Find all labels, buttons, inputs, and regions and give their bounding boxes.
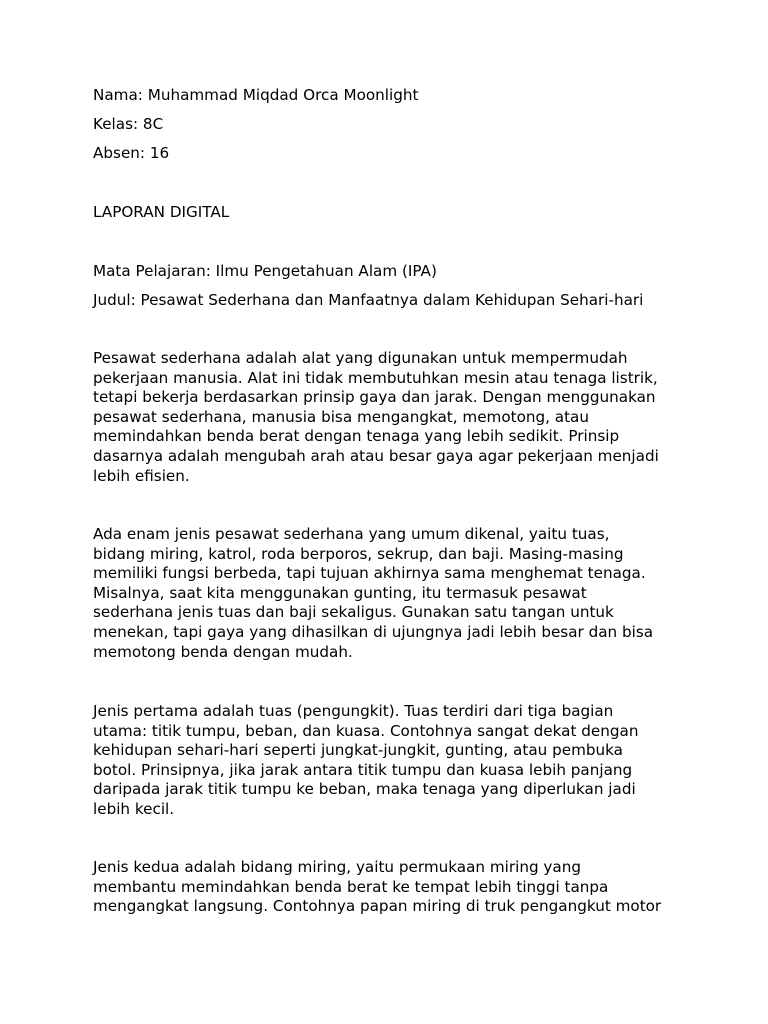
paragraph-line: kehidupan sehari-hari seperti jungkat-jungkit, gunting, atau pembuka xyxy=(93,741,623,760)
paragraph-line: lebih efisien. xyxy=(93,466,190,485)
paragraph-line: botol. Prinsipnya, jika jarak antara titik tumpu dan kuasa lebih panjang xyxy=(93,760,633,779)
paragraph-line: Jenis kedua adalah bidang miring, yaitu permukaan miring yang xyxy=(93,858,581,876)
paragraph-line: utama: titik tumpu, beban, dan kuasa. Contohnya sangat dekat dengan xyxy=(93,721,639,740)
paragraph-line: Misalnya, saat kita menggunakan gunting, itu termasuk pesawat xyxy=(93,583,587,602)
paragraph-line: Pesawat sederhana adalah alat yang digunakan untuk mempermudah xyxy=(93,349,628,367)
paragraph-inclined-plane xyxy=(93,858,683,917)
subject: Mata Pelajaran: Ilmu Pengetahuan Alam (IPA) xyxy=(93,262,437,280)
paragraph-line: memiliki fungsi berbeda, tapi tujuan akhirnya sama menghemat tenaga. xyxy=(93,564,646,583)
paragraph-intro xyxy=(93,349,683,486)
paragraph-types xyxy=(93,525,683,662)
paragraph-line: mengangkat langsung. Contohnya papan miring di truk pengangkut motor xyxy=(93,897,662,916)
paragraph-line: memindahkan benda berat dengan tenaga yang lebih sedikit. Prinsip xyxy=(93,427,620,446)
paragraph-line: sederhana jenis tuas dan baji sekaligus. Gunakan satu tangan untuk xyxy=(93,603,614,622)
paragraph-line: tetapi bekerja berdasarkan prinsip gaya dan jarak. Dengan menggunakan xyxy=(93,388,656,407)
paragraph-line: pesawat sederhana, manusia bisa mengangkat, memotong, atau xyxy=(93,407,589,426)
student-name: Nama: Muhammad Miqdad Orca Moonlight xyxy=(93,86,419,104)
paragraph-lever xyxy=(93,702,683,820)
paragraph-line: Ada enam jenis pesawat sederhana yang umum dikenal, yaitu tuas, xyxy=(93,525,610,543)
paragraph-line: membantu memindahkan benda berat ke tempat lebih tinggi tanpa xyxy=(93,877,609,896)
student-class: Kelas: 8C xyxy=(93,115,164,133)
report-title: LAPORAN DIGITAL xyxy=(93,203,230,221)
paragraph-line: pekerjaan manusia. Alat ini tidak membutuhkan mesin atau tenaga listrik, xyxy=(93,368,658,387)
paragraph-line: dasarnya adalah mengubah arah atau besar gaya agar pekerjaan menjadi xyxy=(93,446,659,465)
document-title: Judul: Pesawat Sederhana dan Manfaatnya dalam Kehidupan Sehari-hari xyxy=(93,291,644,309)
paragraph-line: memotong benda dengan mudah. xyxy=(93,642,353,661)
paragraph-line: lebih kecil. xyxy=(93,799,175,818)
paragraph-line: daripada jarak titik tumpu ke beban, maka tenaga yang diperlukan jadi xyxy=(93,780,636,799)
student-attendance-number: Absen: 16 xyxy=(93,144,170,162)
paragraph-line: menekan, tapi gaya yang dihasilkan di ujungnya jadi lebih besar dan bisa xyxy=(93,622,654,641)
paragraph-line: bidang miring, katrol, roda berporos, sekrup, dan baji. Masing-masing xyxy=(93,544,624,563)
paragraph-line: Jenis pertama adalah tuas (pengungkit). Tuas terdiri dari tiga bagian xyxy=(93,702,614,720)
